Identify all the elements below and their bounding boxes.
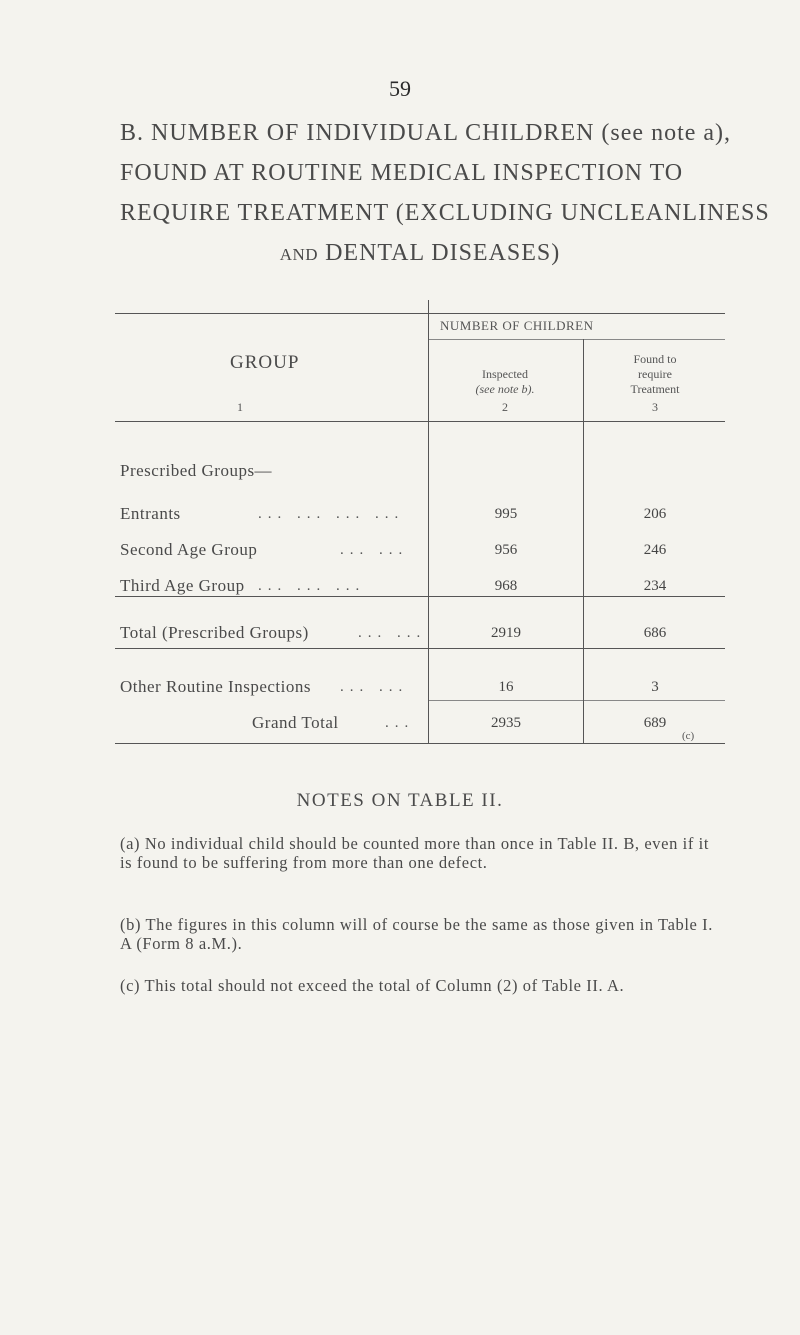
col-rule-2 (583, 339, 584, 743)
col-number-3: 3 (652, 400, 658, 414)
row-leader-dots: ... ... ... (258, 578, 366, 594)
row-found-other-routine: 3 (651, 679, 659, 695)
row-leader-dots: ... ... (358, 625, 427, 641)
row-leader-dots: ... ... (340, 542, 409, 558)
found-header-3: Treatment (630, 382, 680, 396)
row-leader-dots: ... ... (340, 679, 409, 695)
inspected-header: Inspected (482, 367, 528, 381)
row-leader-dots: ... (385, 715, 415, 731)
row-found-entrants: 206 (643, 506, 667, 522)
row-label-second: Second Age Group (120, 540, 258, 559)
title-and: AND (279, 245, 319, 264)
note-b: (b) The figures in this column will of course be the same as those given in Table I. A (Form 8 a.M.). (120, 915, 714, 953)
col-rule-1 (428, 300, 429, 743)
title-dental: DENTAL DISEASES) (325, 240, 561, 266)
col-number-1: 1 (237, 400, 243, 414)
rule-after-total (115, 648, 725, 649)
row-label-entrants: Entrants (120, 504, 181, 523)
row-inspected-grand-total: 2935 (491, 715, 521, 731)
title-line-2: FOUND AT ROUTINE MEDICAL INSPECTION TO (120, 160, 684, 186)
row-found-total-prescribed: 686 (643, 625, 667, 641)
row-label-grand-total: Grand Total (252, 713, 339, 732)
col-number-2: 2 (502, 400, 508, 414)
note-a: (a) No individual child should be counted more than once in Table II. B, even if it is found to be suffering from more than one defect. (120, 834, 710, 872)
row-label-other-routine: Other Routine Inspections (120, 677, 311, 696)
page-number: 59 (389, 76, 411, 101)
title-line-3: REQUIRE TREATMENT (EXCLUDING UNCLEANLINESS (120, 200, 770, 226)
row-label-total-prescribed: Total (Prescribed Groups) (120, 623, 309, 642)
row-inspected-other-routine: 16 (498, 679, 514, 695)
found-header-2: require (638, 367, 672, 381)
notes-title: NOTES ON TABLE II. (296, 790, 504, 811)
row-inspected-third: 968 (494, 578, 518, 594)
table-bottom-rule (115, 743, 725, 744)
rule-before-total (115, 596, 725, 597)
row-leader-dots: ... ... ... ... (258, 506, 405, 522)
group-header: GROUP (230, 352, 300, 373)
row-label-third: Third Age Group (120, 576, 245, 595)
title-line-1: B. NUMBER OF INDIVIDUAL CHILDREN (see note a), (120, 120, 732, 146)
inspected-note: (see note b). (475, 382, 535, 396)
row-inspected-entrants: 995 (494, 506, 518, 522)
found-header-1: Found to (633, 352, 677, 366)
grand-total-note-c: (c) (682, 730, 695, 742)
note-c: (c) This total should not exceed the total of Column (2) of Table II. A. (120, 976, 625, 995)
row-found-second: 246 (643, 542, 667, 558)
section-label: Prescribed Groups— (120, 461, 273, 480)
row-inspected-second: 956 (494, 542, 518, 558)
row-found-grand-total: 689 (643, 715, 667, 731)
row-inspected-total-prescribed: 2919 (491, 625, 521, 641)
table-top-rule (115, 313, 725, 314)
rule-before-grand (428, 700, 725, 701)
number-of-children-header: NUMBER OF CHILDREN (440, 318, 594, 333)
row-found-third: 234 (643, 578, 667, 594)
header-bottom-rule (115, 421, 725, 422)
header-sub-rule (428, 339, 725, 340)
